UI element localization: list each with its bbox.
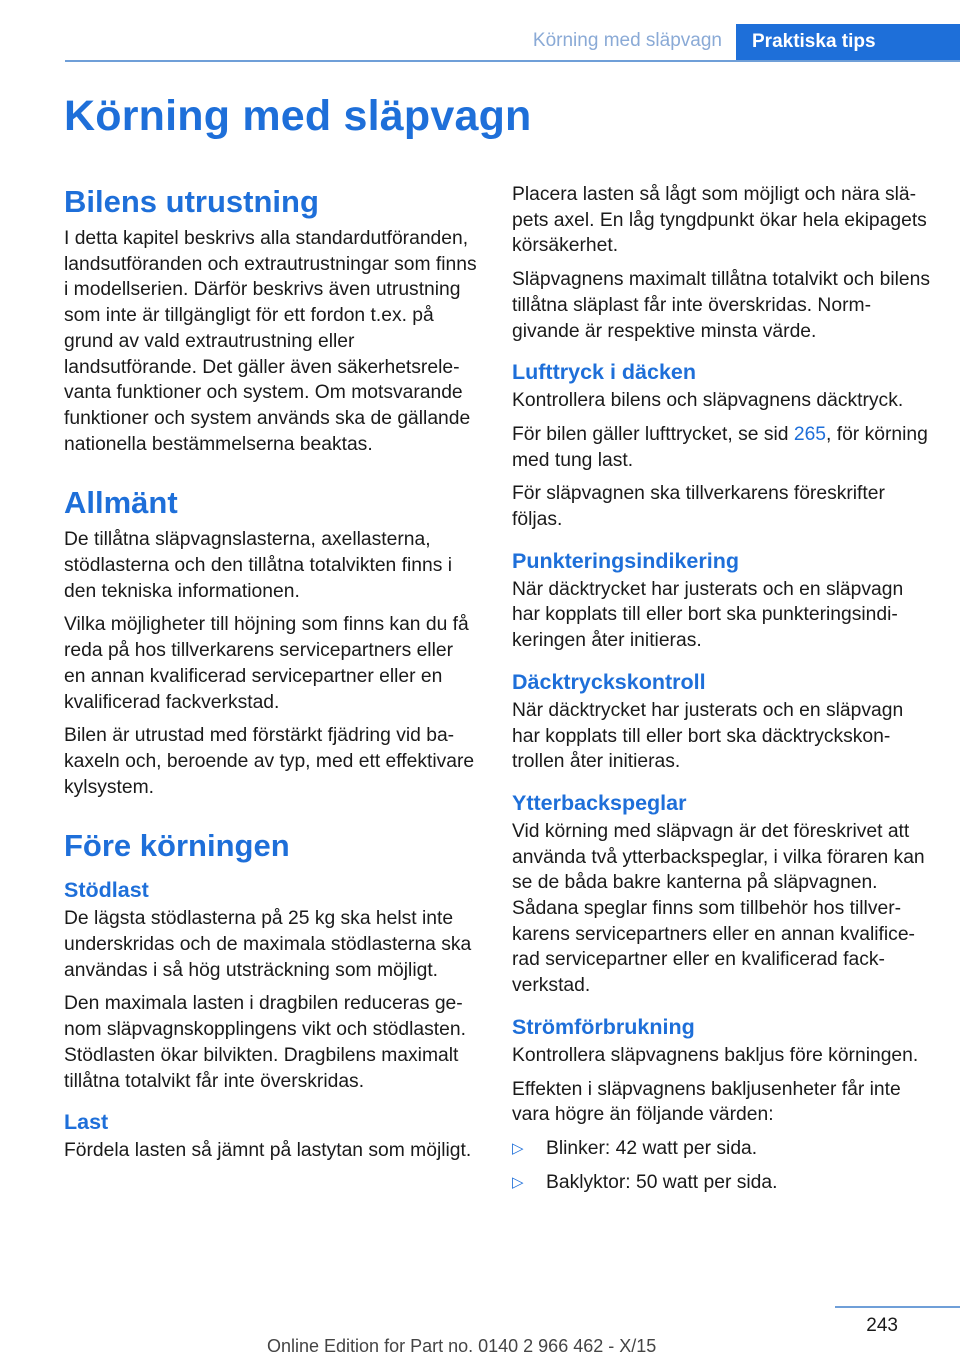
paragraph: Vilka möjligheter till höjning som finns kan du få reda på hos tillverkarens servicepartners eller en annan kvalificerad servicepartner eller en kvalificerad fackverkstad. [64,614,469,713]
paragraph: När däcktrycket har justerats och en släpvagn har kopplats till eller bort ska däcktryckskontrollen åter initieras. [512,699,904,773]
header-divider [65,60,960,62]
list-item-text: Baklyktor: 50 watt per sida. [546,1171,778,1193]
paragraph: Den maximala lasten i dragbilen reduceras genom släpvagnskopplingens vikt och stödlasten. Stödlasten ökar bilvikten. Dragbilens maximalt tillåtna totalvikt får inte överskridas. [64,993,466,1092]
left-column [64,182,479,1172]
triangle-bullet-icon: ▷ [512,1139,524,1157]
edition-footer: Online Edition for Part no. 0140 2 966 462 - X/15 [267,1336,657,1356]
page-title: Körning med släpvagn [64,92,532,140]
paragraph: Bilen är utrustad med förstärkt fjädring vid bakaxeln och, beroende av typ, med ett effektivare kylsystem. [64,725,475,798]
triangle-bullet-icon: ▷ [512,1173,524,1191]
paragraph: Kontrollera bilens och släpvagnens däcktryck. [512,390,904,412]
paragraph: De tillåtna släpvagnslasterna, axellasterna, stödlasterna och den tillåtna totalvikten finns i den tekniska informationen. [64,529,452,602]
footer-divider [835,1306,960,1308]
paragraph: Kontrollera släpvagnens bakljus före körningen. [512,1044,919,1066]
subheading-punkteringsindikering: Punkteringsindikering [512,548,739,573]
text: För bilen gäller lufttrycket, se sid [512,423,794,445]
text: , för körning med tung last. [512,423,928,471]
subheading-dacktryckskontroll: Däcktryckskontroll [512,669,706,694]
list-item [512,1170,930,1196]
subheading-ytterbackspeglar: Ytterbackspeglar [512,790,687,815]
paragraph: För släpvagnen ska tillverkarens föreskrifter följas. [512,483,885,531]
list-item [512,1136,930,1162]
list-item-text: Blinker: 42 watt per sida. [546,1137,758,1159]
heading-fore-korningen: Före körningen [64,828,290,864]
page-reference-link[interactable]: 265 [793,423,827,445]
page-header [0,0,960,62]
paragraph: Vid körning med släpvagn är det föreskrivet att använda två ytterbackspeglar, i vilka föraren kan se de båda bakre kanterna på släpvagnen. Sådana speglar finns som tillbehör hos tillverkarens servicepartners eller en annan kvalificerad servicepartner eller en kvalificerad fackverkstad. [512,820,925,997]
heading-bilens-utrustning: Bilens utrustning [64,184,319,219]
paragraph: I detta kapitel beskrivs alla standardutföranden, landsutföranden och extrautrustningar som finns i modellserien. Därför beskrivs även utrustning som inte är tillgängligt för ett fordon t.ex. på grund av vald extrautrustning eller landsutförande. Det gäller även säkerhetsrelevanta funktioner och system. Om motsvarande funktioner och system används ska de gällande nationella bestämmelserna beaktas. [64,228,477,455]
bullet-list [512,1136,930,1195]
paragraph: De lägsta stödlasterna på 25 kg ska helst inte underskridas och de maximala stödlasterna ska användas i så hög utsträckning som möjligt. [64,908,472,981]
paragraph: Fördela lasten så jämnt på lastytan som möjligt. [64,1140,472,1162]
page-number: 243 [866,1315,898,1336]
subheading-stromforbrukning: Strömförbrukning [512,1014,695,1039]
header-section-title: Körning med släpvagn [532,30,722,51]
subheading-last: Last [64,1110,109,1135]
right-column [512,182,930,1203]
header-chapter-tab: Praktiska tips [736,24,960,62]
paragraph [512,422,930,473]
heading-allmant: Allmänt [64,485,178,521]
paragraph: Släpvagnens maximalt tillåtna totalvikt och bilens tillåtna släplast får inte överskridas. Normgivande är respektive minsta värde. [512,269,930,342]
paragraph: När däcktrycket har justerats och en släpvagn har kopplats till eller bort ska punkteringsindikeringen åter initieras. [512,578,904,652]
subheading-lufttryck: Lufttryck i däcken [512,360,696,385]
subheading-stodlast: Stödlast [64,878,149,903]
paragraph: Effekten i släpvagnens bakljusenheter får inte vara högre än följande värden: [512,1078,901,1126]
paragraph: Placera lasten så lågt som möjligt och nära släpets axel. En låg tyngdpunkt ökar hela ekipagets körsäkerhet. [512,184,927,257]
